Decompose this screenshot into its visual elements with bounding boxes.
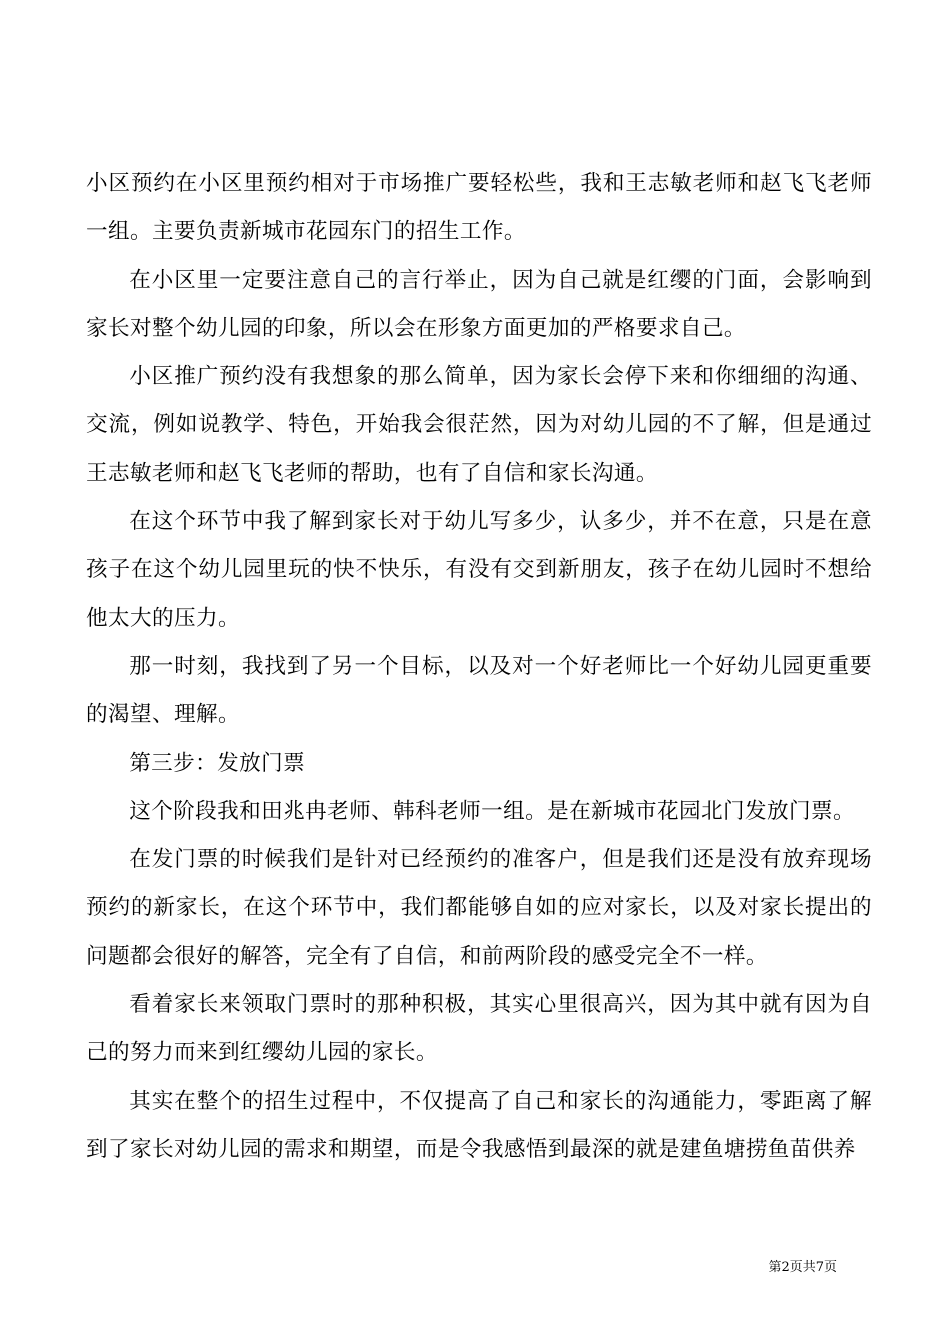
page-number: 第2页共7页 [768,1260,837,1275]
document-body [86,160,872,1174]
paragraph-5: 那一时刻，我找到了另一个目标，以及对一个好老师比一个好幼儿园更重要的渴望、理解。 [86,653,872,728]
paragraph-8: 在发门票的时候我们是针对已经预约的准客户，但是我们还是没有放弃现场预约的新家长，在这个环节中，我们都能够自如的应对家长，以及对家长提出的问题都会很好的解答，完全有了自信，和前两阶段的感受完全不一样。 [86,847,872,969]
section-heading-step-3: 第三步：发放门票 [129,750,306,776]
paragraph-10: 其实在整个的招生过程中，不仅提高了自己和家长的沟通能力，零距离了解到了家长对幼儿园的需求和期望，而是令我感悟到最深的就是建鱼塘捞鱼苗供养 [86,1088,872,1162]
paragraph-3: 小区推广预约没有我想象的那么简单，因为家长会停下来和你细细的沟通、交流，例如说教学、特色，开始我会很茫然，因为对幼儿园的不了解，但是通过王志敏老师和赵飞飞老师的帮助，也有了自信和家长沟通。 [86,364,872,486]
page-footer [0,1258,950,1288]
paragraph-4: 在这个环节中我了解到家长对于幼儿写多少，认多少，并不在意，只是在意孩子在这个幼儿园里玩的快不快乐，有没有交到新朋友，孩子在幼儿园时不想给他太大的压力。 [86,509,872,631]
paragraph-1: 小区预约在小区里预约相对于市场推广要轻松些，我和王志敏老师和赵飞飞老师一组。主要负责新城市花园东门的招生工作。 [86,171,872,245]
paragraph-2: 在小区里一定要注意自己的言行举止，因为自己就是红缨的门面，会影响到家长对整个幼儿园的印象，所以会在形象方面更加的严格要求自己。 [86,267,872,341]
paragraph-7: 这个阶段我和田兆冉老师、韩科老师一组。是在新城市花园北门发放门票。 [129,798,855,824]
paragraph-9: 看着家长来领取门票时的那种积极，其实心里很高兴，因为其中就有因为自己的努力而来到红缨幼儿园的家长。 [86,992,872,1066]
